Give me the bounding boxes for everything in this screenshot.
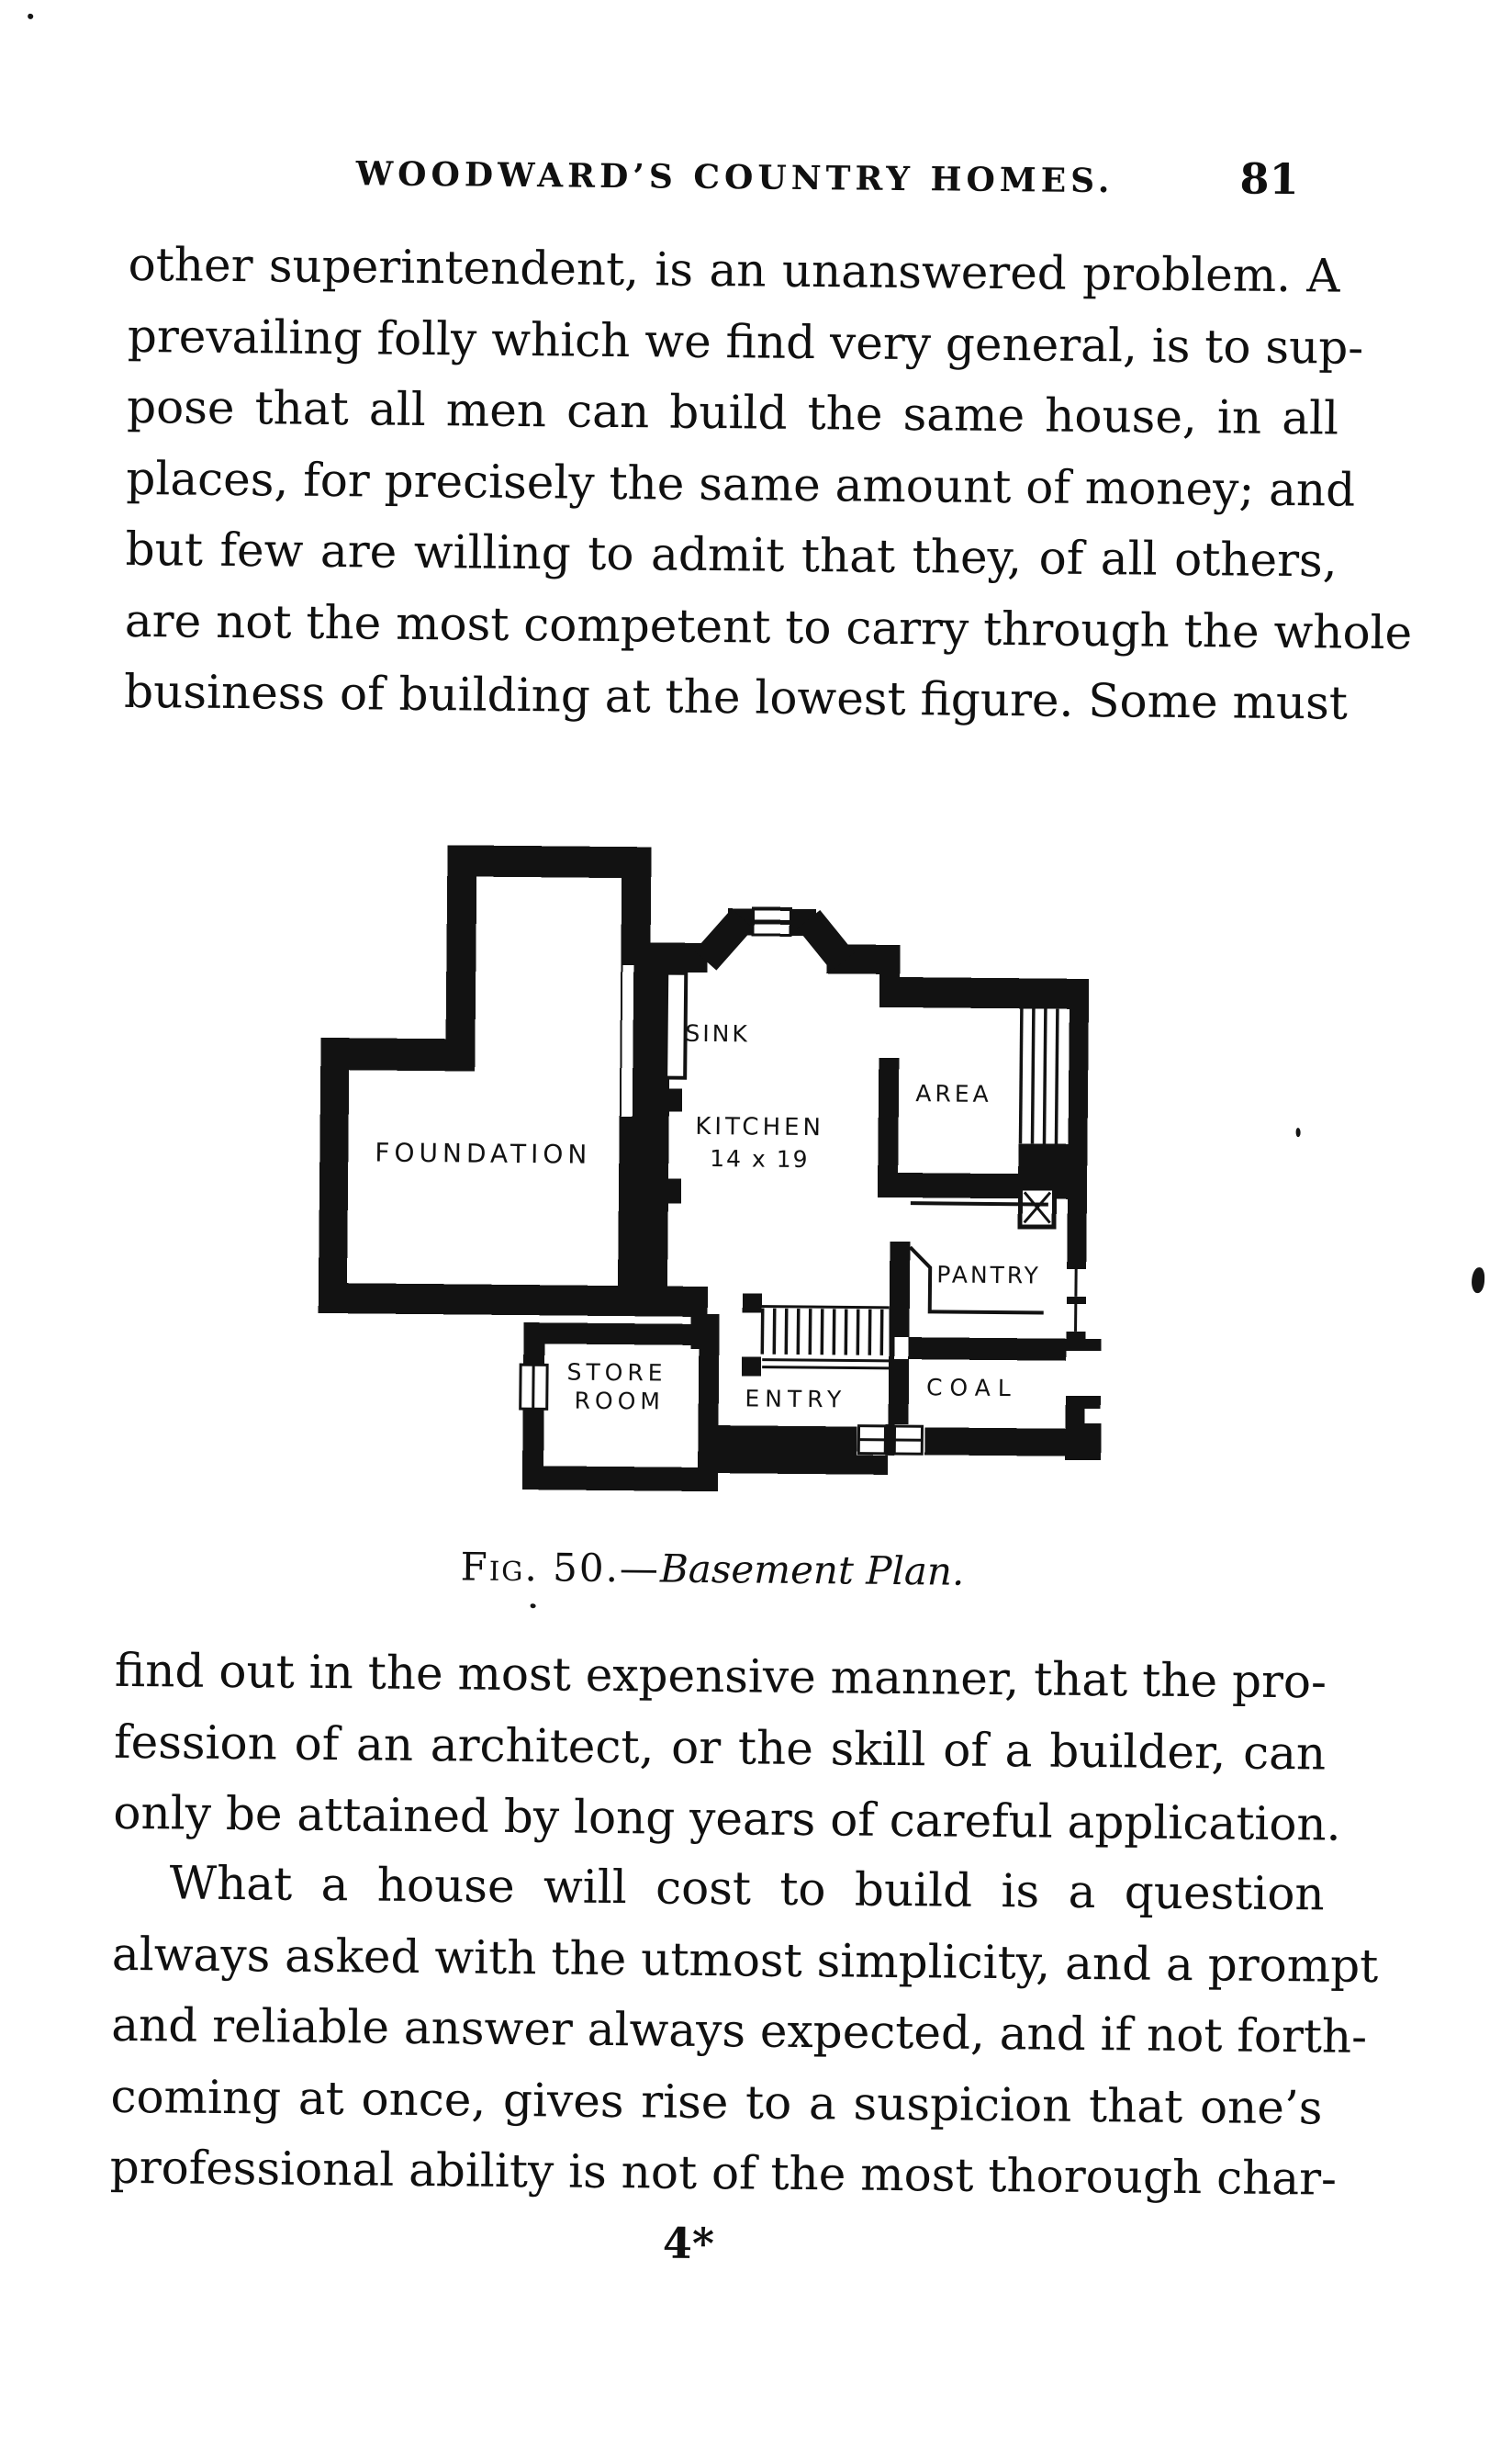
scan-speck [1472, 1267, 1484, 1293]
room-label-area: AREA [915, 1080, 992, 1107]
scan-speck [1296, 1128, 1301, 1137]
text-line: What a house will cost to build is a question [169, 1856, 1325, 1921]
text-line: places, for precisely the same amount of money; and [126, 451, 1356, 517]
figure-basement-plan [300, 817, 1114, 1523]
text-line: fession of an architect, or the skill of a builder, can [113, 1715, 1327, 1780]
scan-speck [531, 1603, 536, 1608]
text-line: other superintendent, is an unanswered problem. A [128, 237, 1340, 303]
running-head-title: WOODWARD’S COUNTRY HOMES. [355, 154, 1114, 201]
paragraph-3 [109, 1848, 1379, 2215]
text-line: prevailing folly which we find very general, is to sup- [127, 309, 1364, 375]
text-line: but few are willing to admit that they, of all others, [125, 522, 1338, 588]
text-line: only be attained by long years of careful application. [113, 1785, 1341, 1851]
text-line: are not the most competent to carry through the whole [124, 593, 1413, 659]
text-line: business of building at the lowest figure. Some must [123, 664, 1349, 730]
room-label-kitchen: KITCHEN [695, 1112, 825, 1142]
room-label-store: STORE [566, 1358, 667, 1387]
page-number: 81 [1239, 153, 1299, 205]
text-line: coming at once, gives rise to a suspicion that one’s [110, 2069, 1323, 2134]
room-label-room: ROOM [574, 1387, 666, 1415]
room-label-pantry: PANTRY [936, 1261, 1042, 1289]
text-line: professional ability is not of the most thorough char- [109, 2140, 1338, 2206]
room-label-foundation: FOUNDATION [375, 1137, 592, 1170]
room-label-sink: SINK [685, 1019, 750, 1048]
text-line: pose that all men can build the same house, in all [126, 379, 1339, 445]
signature-mark: 4* [662, 2218, 715, 2269]
caption-title: Basement Plan. [659, 1546, 965, 1594]
room-label-coal: COAL [925, 1374, 1018, 1402]
floor-plan-drawing [300, 817, 1114, 1523]
text-line: and reliable answer always expected, and if not forth- [110, 1997, 1368, 2063]
paragraph-2 [113, 1636, 1341, 1861]
text-line: find out in the most expensive manner, that the pro- [114, 1643, 1327, 1709]
figure-caption [116, 1541, 1309, 1597]
scan-speck [28, 14, 33, 19]
room-label-entry: ENTRY [745, 1385, 847, 1413]
room-label-kitchen-size: 14 x 19 [710, 1145, 810, 1174]
caption-fig-number: Fig. 50.— [460, 1544, 661, 1591]
text-line: always asked with the utmost simplicity, and a prompt [111, 1927, 1379, 1993]
paragraph-1 [123, 230, 1413, 739]
